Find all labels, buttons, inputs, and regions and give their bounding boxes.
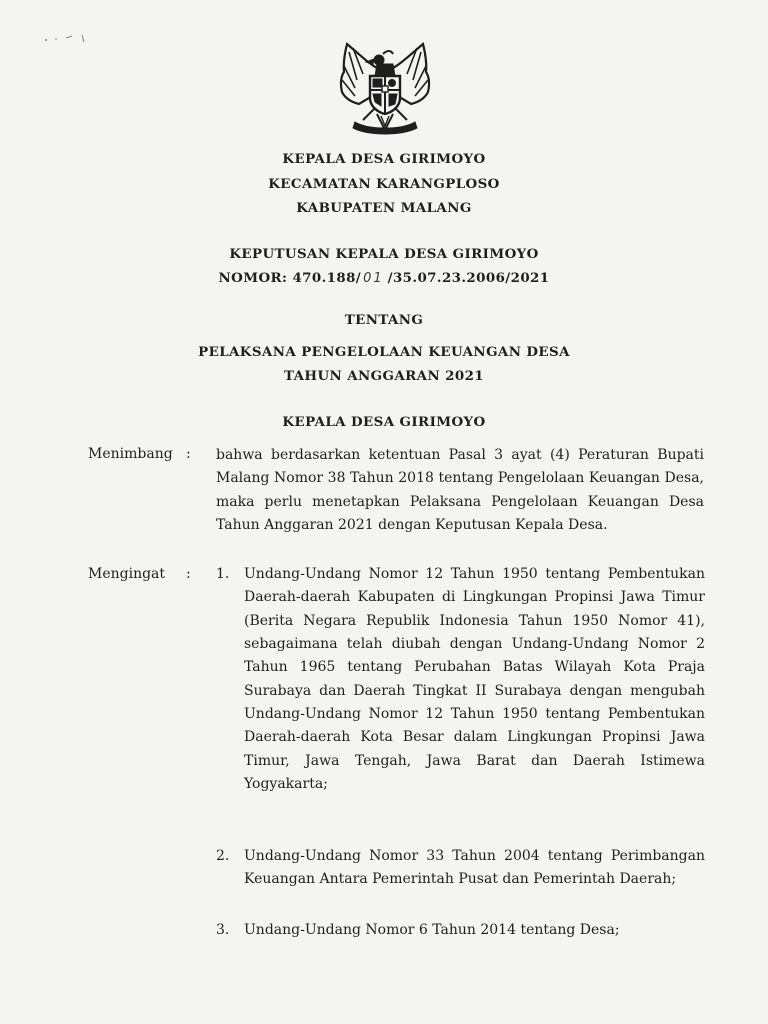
menimbang-text: bahwa berdasarkan ketentuan Pasal 3 ayat (4) Peraturan Bupati Malang Nomor 38 Tahun 2018 tentang Pengelolaan Keuangan Desa, maka perlu menetapkan Pelaksana Pengelolaan Keuangan Desa Tahun Anggaran 2021 dengan Keputusan Kepala Desa. <box>216 447 704 534</box>
garuda-pancasila-icon <box>333 40 437 136</box>
mengingat-label: Mengingat <box>88 566 166 582</box>
mengingat-item-2-number: 2. <box>216 848 230 864</box>
decree-number <box>0 270 768 286</box>
subject-heading: TENTANG <box>344 312 424 328</box>
decree-number-suffix: /35.07.23.2006/2021 <box>387 270 550 286</box>
subject-line-1: PELAKSANA PENGELOLAAN KEUANGAN DESA <box>198 344 570 360</box>
header-village-head: KEPALA DESA GIRIMOYO <box>282 151 486 167</box>
subject-line-2: TAHUN ANGGARAN 2021 <box>283 368 485 384</box>
mengingat-item-1-text: Undang-Undang Nomor 12 Tahun 1950 tentang Pembentukan Daerah-daerah Kabupaten di Lingkungan Propinsi Jawa Timur (Berita Negara Republik Indonesia Tahun 1950 Nomor 41), sebagaimana telah diubah dengan Undang-Undang Nomor 2 Tahun 1965 tentang Perubahan Batas Wilayah Kota Praja Surabaya dan Daerah Tingkat II Surabaya dengan mengubah Undang-Undang Nomor 12 Tahun 1950 tentang Pembentukan Daerah-daerah Kota Besar dalam Lingkungan Propinsi Jawa Timur, Jawa Tengah, Jawa Barat dan Daerah Istimewa Yogyakarta; <box>244 566 705 793</box>
mengingat-colon: : <box>186 566 191 582</box>
decree-title: KEPUTUSAN KEPALA DESA GIRIMOYO <box>229 246 539 262</box>
header-district: KECAMATAN KARANGPLOSO <box>268 176 500 192</box>
header-regency: KABUPATEN MALANG <box>296 200 472 216</box>
menimbang-label: Menimbang <box>88 446 173 462</box>
signatory-heading: KEPALA DESA GIRIMOYO <box>282 414 486 430</box>
menimbang-colon: : <box>186 446 191 462</box>
mengingat-item-1-number: 1. <box>216 566 230 582</box>
scan-speck-marks <box>42 32 92 44</box>
mengingat-item-2-text: Undang-Undang Nomor 33 Tahun 2004 tentang Perimbangan Keuangan Antara Pemerintah Pusat dan Pemerintah Daerah; <box>244 848 705 888</box>
decree-number-prefix: NOMOR: 470.188/ <box>218 270 362 286</box>
decree-number-handwritten: 01 <box>363 271 384 286</box>
mengingat-item-3-number: 3. <box>216 922 230 938</box>
mengingat-item-3-text: Undang-Undang Nomor 6 Tahun 2014 tentang Desa; <box>244 922 620 938</box>
